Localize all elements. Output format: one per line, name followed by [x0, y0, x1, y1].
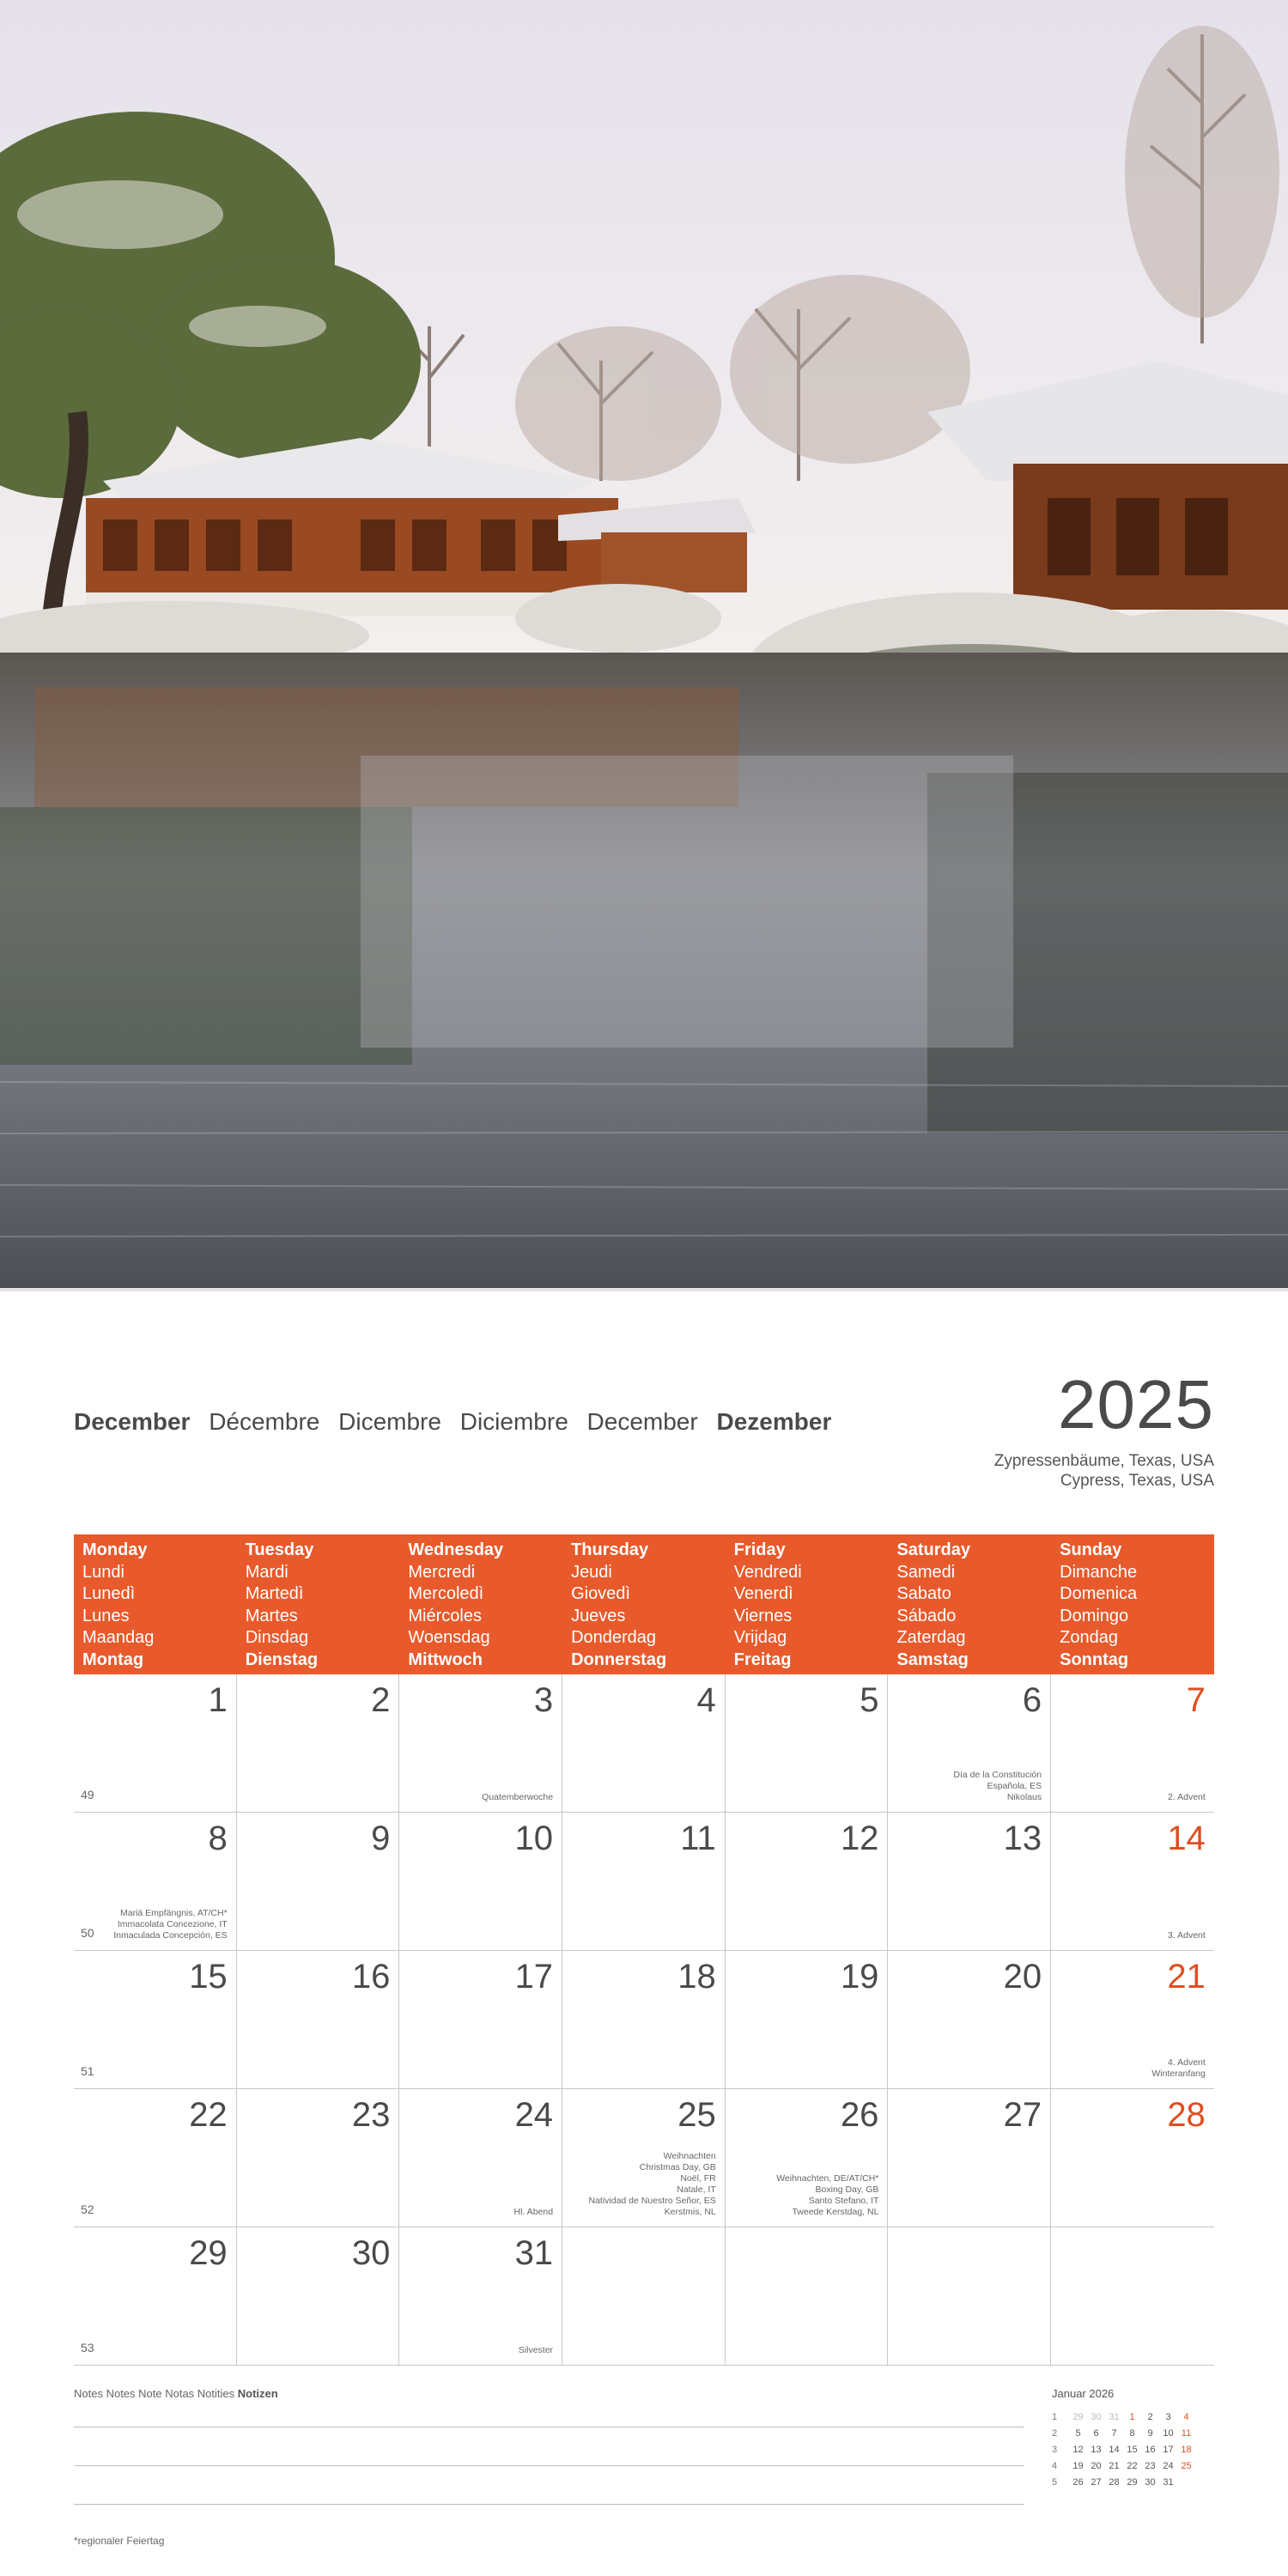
- weekday-name: Donderdag: [571, 1628, 657, 1647]
- mini-day: 6: [1093, 2428, 1099, 2439]
- mini-day: 4: [1183, 2412, 1189, 2422]
- month-names: [74, 1408, 843, 1436]
- weekday-name: Sábado: [896, 1606, 957, 1625]
- weekday-name: Viernes: [733, 1606, 793, 1625]
- weekday-name: Domingo: [1060, 1606, 1129, 1625]
- weekday-name: Jeudi: [571, 1562, 612, 1582]
- day-cell[interactable]: [562, 2227, 726, 2365]
- day-number: 18: [677, 1958, 716, 1996]
- weekday-name: Zaterdag: [896, 1628, 966, 1647]
- mini-day: 8: [1129, 2428, 1135, 2439]
- day-number: 17: [514, 1958, 554, 1996]
- day-number: 21: [1167, 1958, 1206, 1996]
- day-cell[interactable]: [726, 1813, 889, 1950]
- day-number: 20: [1003, 1958, 1042, 1996]
- mini-day: 31: [1109, 2412, 1120, 2422]
- holiday-note: Weihnachten, DE/AT/CH* Boxing Day, GB Santo Stefano, IT Tweede Kerstdag, NL: [776, 2173, 879, 2217]
- day-cell[interactable]: [562, 2089, 726, 2227]
- mini-day: 26: [1072, 2477, 1084, 2488]
- day-number: 24: [514, 2096, 554, 2134]
- mini-day: 29: [1127, 2477, 1138, 2488]
- mini-calendar-row: [1052, 2461, 1215, 2477]
- weekday-name: Venerdì: [733, 1584, 793, 1603]
- weekday-name: Freitag: [733, 1649, 792, 1669]
- holiday-note: Día de la Constitución Española, ES Nikolaus: [953, 1770, 1042, 1802]
- day-number: 7: [1186, 1681, 1206, 1719]
- week-number: 49: [81, 1788, 94, 1801]
- month-name-nl: December: [586, 1408, 698, 1435]
- weekday-name: Montag: [82, 1649, 144, 1669]
- weekday-name: Dienstag: [245, 1649, 319, 1669]
- day-number: 14: [1167, 1820, 1206, 1857]
- footnote: *regionaler Feiertag: [74, 2535, 165, 2547]
- day-cell[interactable]: [888, 1674, 1051, 1812]
- mini-day: 19: [1072, 2461, 1084, 2471]
- weekday-column: [562, 1534, 726, 1674]
- week-row: [74, 2089, 1214, 2227]
- mini-day: 13: [1091, 2445, 1102, 2455]
- mini-day: 1: [1129, 2412, 1135, 2422]
- weekday-name: Mercredi: [408, 1562, 476, 1582]
- day-cell[interactable]: [1051, 1813, 1214, 1950]
- mini-week-number: 5: [1052, 2477, 1058, 2488]
- mini-calendar-row: [1052, 2445, 1215, 2461]
- weekday-name: Martedì: [245, 1584, 304, 1603]
- mini-week-number: 2: [1052, 2428, 1058, 2439]
- weekday-name: Wednesday: [408, 1540, 504, 1559]
- weekday-name: Martes: [245, 1606, 298, 1625]
- day-cell[interactable]: [562, 1674, 726, 1812]
- day-cell[interactable]: [399, 2089, 562, 2227]
- day-number: 6: [1022, 1681, 1042, 1719]
- weekday-name: Thursday: [571, 1540, 649, 1559]
- mini-calendar-row: [1052, 2412, 1215, 2428]
- day-cell[interactable]: [1051, 2089, 1214, 2227]
- week-row: [74, 1951, 1214, 2089]
- weekday-name: Dimanche: [1060, 1562, 1138, 1582]
- day-cell[interactable]: [726, 1674, 889, 1812]
- weekday-name: Sonntag: [1060, 1649, 1129, 1669]
- mini-day: 21: [1109, 2461, 1120, 2471]
- day-cell[interactable]: [888, 2227, 1051, 2365]
- weekday-column: [1051, 1534, 1214, 1674]
- notes-line[interactable]: [74, 2504, 1024, 2505]
- month-name-es: Diciembre: [459, 1408, 568, 1435]
- day-number: 23: [351, 2096, 391, 2134]
- mini-calendar-next-month: [1052, 2387, 1215, 2494]
- mini-calendar-rows: [1052, 2412, 1215, 2494]
- holiday-note: Weihnachten Christmas Day, GB Noël, FR Natale, IT Natividad de Nuestro Señor, ES Kerstmis, NL: [588, 2151, 716, 2217]
- day-cell[interactable]: [399, 2227, 562, 2365]
- weekday-name: Lunes: [82, 1606, 130, 1625]
- day-number: 22: [189, 2096, 228, 2134]
- weekday-name: Dinsdag: [245, 1628, 309, 1647]
- mini-day: 31: [1163, 2477, 1174, 2488]
- weekday-header: [74, 1534, 1214, 1674]
- weekday-column: [399, 1534, 562, 1674]
- holiday-note: Hl. Abend: [513, 2207, 554, 2217]
- day-cell[interactable]: [1051, 1674, 1214, 1812]
- week-number: 51: [81, 2064, 94, 2078]
- holiday-note: 4. Advent Winteranfang: [1151, 2057, 1206, 2079]
- day-cell[interactable]: [237, 1674, 400, 1812]
- day-cell[interactable]: [888, 1813, 1051, 1950]
- weekday-name: Tuesday: [245, 1540, 314, 1559]
- mini-day: 7: [1111, 2428, 1117, 2439]
- holiday-note: Mariä Empfängnis, AT/CH* Immacolata Concezione, IT Inmaculada Concepción, ES: [113, 1908, 228, 1941]
- mini-day: 29: [1072, 2412, 1084, 2422]
- day-number: 5: [860, 1681, 879, 1719]
- day-number: 25: [677, 2096, 716, 2134]
- weekday-name: Giovedì: [571, 1584, 630, 1603]
- mini-day: 16: [1145, 2445, 1156, 2455]
- photo-divider: [0, 1288, 1288, 1291]
- caption-line-en: Cypress, Texas, USA: [1060, 1472, 1214, 1490]
- day-cell[interactable]: [726, 2227, 889, 2365]
- weekday-column: [726, 1534, 889, 1674]
- weekday-name: Donnerstag: [571, 1649, 667, 1669]
- weekday-name: Miércoles: [408, 1606, 482, 1625]
- weekday-name: Samedi: [896, 1562, 956, 1582]
- day-cell[interactable]: [74, 1674, 237, 1812]
- day-number: 12: [840, 1820, 879, 1857]
- day-cell[interactable]: [399, 1951, 562, 2088]
- notes-label-bold: Notizen: [237, 2387, 278, 2400]
- weekday-column: [888, 1534, 1051, 1674]
- weekday-name: Lundi: [82, 1562, 125, 1582]
- mini-week-number: 3: [1052, 2445, 1058, 2455]
- mini-day: 30: [1145, 2477, 1156, 2488]
- day-number: 11: [680, 1820, 716, 1857]
- year-title: 2025: [1058, 1366, 1214, 1443]
- day-cell[interactable]: [74, 2227, 237, 2365]
- weekday-column: [74, 1534, 237, 1674]
- day-cell[interactable]: [726, 2089, 889, 2227]
- holiday-note: 2. Advent: [1168, 1792, 1206, 1802]
- day-number: 9: [371, 1820, 391, 1857]
- day-cell[interactable]: [237, 1951, 400, 2088]
- mini-day: 23: [1145, 2461, 1156, 2471]
- weekday-name: Vendredi: [733, 1562, 802, 1582]
- notes-label-regular: Notes Notes Note Notas Notities: [74, 2387, 235, 2400]
- mini-day: 17: [1163, 2445, 1174, 2455]
- weekday-name: Woensdag: [408, 1628, 490, 1647]
- weekday-name: Zondag: [1060, 1628, 1118, 1647]
- day-cell[interactable]: [1051, 1951, 1214, 2088]
- day-cell[interactable]: [562, 1951, 726, 2088]
- day-number: 26: [840, 2096, 879, 2134]
- day-cell[interactable]: [74, 2089, 237, 2227]
- weekday-name: Maandag: [82, 1628, 155, 1647]
- day-number: 15: [189, 1958, 228, 1996]
- weekday-name: Friday: [733, 1540, 786, 1559]
- day-cell[interactable]: [74, 1951, 237, 2088]
- photo-caption: [994, 1451, 1214, 1491]
- weekday-name: Mittwoch: [408, 1649, 483, 1669]
- mini-day: 27: [1091, 2477, 1102, 2488]
- day-number: 2: [371, 1681, 391, 1719]
- notes-label: [74, 2387, 278, 2400]
- notes-line[interactable]: [74, 2465, 1024, 2466]
- mini-day: 22: [1127, 2461, 1138, 2471]
- day-number: 29: [189, 2234, 228, 2272]
- day-number: 8: [208, 1820, 228, 1857]
- mini-day: 9: [1147, 2428, 1153, 2439]
- day-number: 16: [351, 1958, 391, 1996]
- weekday-column: [237, 1534, 400, 1674]
- mini-calendar-row: [1052, 2477, 1215, 2494]
- weekday-name: Lunedì: [82, 1584, 136, 1603]
- week-number: 50: [81, 1926, 94, 1940]
- weekday-name: Monday: [82, 1540, 148, 1559]
- day-cell[interactable]: [1051, 2227, 1214, 2365]
- day-cell[interactable]: [726, 1951, 889, 2088]
- weekday-name: Mardi: [245, 1562, 289, 1582]
- caption-line-de: Zypressenbäume, Texas, USA: [993, 1452, 1214, 1470]
- weekday-name: Sabato: [896, 1584, 951, 1603]
- mini-day: 25: [1181, 2461, 1192, 2471]
- weekday-name: Domenica: [1060, 1584, 1138, 1603]
- mini-day: 10: [1163, 2428, 1174, 2439]
- mini-day: 2: [1147, 2412, 1153, 2422]
- day-cell[interactable]: [237, 2227, 400, 2365]
- day-number: 1: [208, 1681, 228, 1719]
- month-name-en: December: [74, 1408, 191, 1435]
- mini-week-number: 4: [1052, 2461, 1058, 2471]
- mini-day: 24: [1163, 2461, 1174, 2471]
- day-number: 28: [1167, 2096, 1206, 2134]
- day-cell[interactable]: [237, 1813, 400, 1950]
- month-name-fr: Décembre: [209, 1408, 320, 1435]
- week-number: 52: [81, 2202, 94, 2216]
- month-name-it: Dicembre: [338, 1408, 441, 1435]
- month-name-de: Dezember: [716, 1408, 832, 1435]
- day-cell[interactable]: [399, 1674, 562, 1812]
- mini-day: 28: [1109, 2477, 1120, 2488]
- day-number: 19: [840, 1958, 879, 1996]
- mini-day: 18: [1181, 2445, 1192, 2455]
- mini-day: 14: [1109, 2445, 1120, 2455]
- mini-day: 30: [1091, 2412, 1102, 2422]
- weekday-name: Saturday: [896, 1540, 971, 1559]
- mini-calendar-title: Januar 2026: [1052, 2387, 1115, 2400]
- day-number: 30: [351, 2234, 391, 2272]
- mini-calendar-row: [1052, 2428, 1215, 2445]
- mini-day: 20: [1091, 2461, 1102, 2471]
- day-number: 27: [1003, 2096, 1042, 2134]
- week-row: [74, 1813, 1214, 1951]
- day-cell[interactable]: [888, 1951, 1051, 2088]
- holiday-note: Quatemberwoche: [482, 1792, 554, 1802]
- mini-day: 5: [1075, 2428, 1081, 2439]
- mini-day: 12: [1072, 2445, 1084, 2455]
- mini-day: 3: [1165, 2412, 1171, 2422]
- weekday-name: Jueves: [571, 1606, 626, 1625]
- holiday-note: Silvester: [518, 2345, 554, 2355]
- day-cell[interactable]: [888, 2089, 1051, 2227]
- weekday-name: Sunday: [1060, 1540, 1122, 1559]
- weekday-name: Samstag: [896, 1649, 969, 1669]
- holiday-note: 3. Advent: [1168, 1930, 1206, 1941]
- week-row: [74, 2227, 1214, 2366]
- day-cell[interactable]: [74, 1813, 237, 1950]
- mini-day: [1177, 2477, 1195, 2494]
- day-number: 3: [533, 1681, 554, 1719]
- weekday-name: Mercoledì: [408, 1584, 484, 1603]
- day-number: 10: [514, 1820, 554, 1857]
- day-number: 4: [696, 1681, 716, 1719]
- day-number: 13: [1003, 1820, 1042, 1857]
- month-grid: [74, 1674, 1214, 2366]
- day-cell[interactable]: [237, 2089, 400, 2227]
- week-row: [74, 1674, 1214, 1813]
- mini-week-number: 1: [1052, 2412, 1058, 2422]
- weekday-name: Vrijdag: [733, 1628, 787, 1647]
- day-cell[interactable]: [399, 1813, 562, 1950]
- mini-day: 11: [1181, 2428, 1192, 2439]
- day-cell[interactable]: [562, 1813, 726, 1950]
- week-number: 53: [81, 2341, 94, 2354]
- day-number: 31: [514, 2234, 554, 2272]
- mini-day: 15: [1127, 2445, 1138, 2455]
